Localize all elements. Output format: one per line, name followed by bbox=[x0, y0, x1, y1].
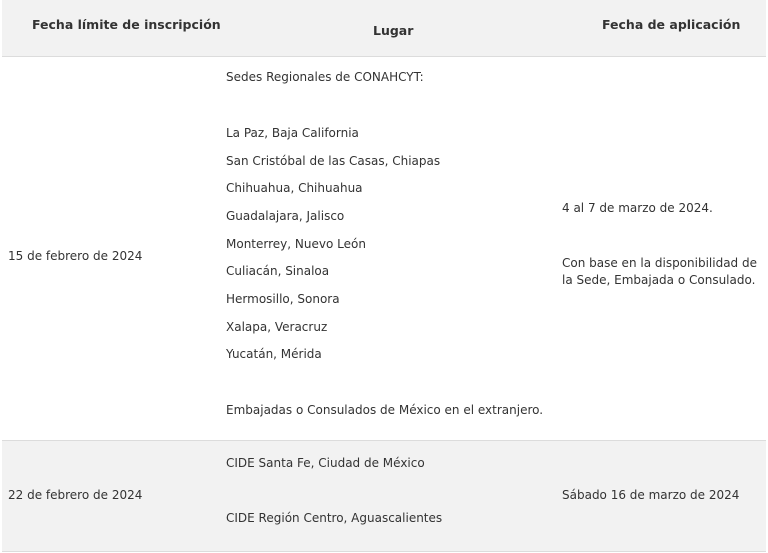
place-item: Culiacán, Sinaloa bbox=[226, 264, 330, 278]
place-item: Chihuahua, Chihuahua bbox=[226, 181, 363, 195]
exam-date-cell: Sábado 16 de marzo de 2024 bbox=[562, 488, 740, 502]
deadline-cell: 15 de febrero de 2024 bbox=[8, 249, 143, 263]
header-place: Lugar bbox=[373, 23, 414, 38]
deadline-cell: 22 de febrero de 2024 bbox=[8, 488, 143, 502]
place-item: Yucatán, Mérida bbox=[226, 347, 322, 361]
exam-date-cell: 4 al 7 de marzo de 2024. bbox=[562, 201, 713, 215]
place-item: La Paz, Baja California bbox=[226, 126, 359, 140]
header-exam-date: Fecha de aplicación bbox=[602, 17, 741, 32]
place-item: CIDE Región Centro, Aguascalientes bbox=[226, 511, 443, 525]
place-item: Monterrey, Nuevo León bbox=[226, 237, 366, 251]
place-item: CIDE Santa Fe, Ciudad de México bbox=[226, 456, 425, 470]
header-deadline: Fecha límite de inscripción bbox=[32, 17, 221, 32]
place-item: Xalapa, Veracruz bbox=[226, 320, 328, 334]
place-item: San Cristóbal de las Casas, Chiapas bbox=[226, 154, 441, 168]
place-outro: Embajadas o Consulados de México en el extranjero. bbox=[226, 403, 544, 417]
table-header bbox=[2, 0, 766, 57]
table-row bbox=[2, 441, 766, 552]
exam-date-note: Con base en la disponibilidad de la Sede, Embajada o Consulado. bbox=[562, 256, 757, 287]
place-item: Hermosillo, Sonora bbox=[226, 292, 340, 306]
place-intro: Sedes Regionales de CONAHCYT: bbox=[226, 70, 424, 84]
place-item: Guadalajara, Jalisco bbox=[226, 209, 345, 223]
table-row bbox=[2, 57, 766, 441]
